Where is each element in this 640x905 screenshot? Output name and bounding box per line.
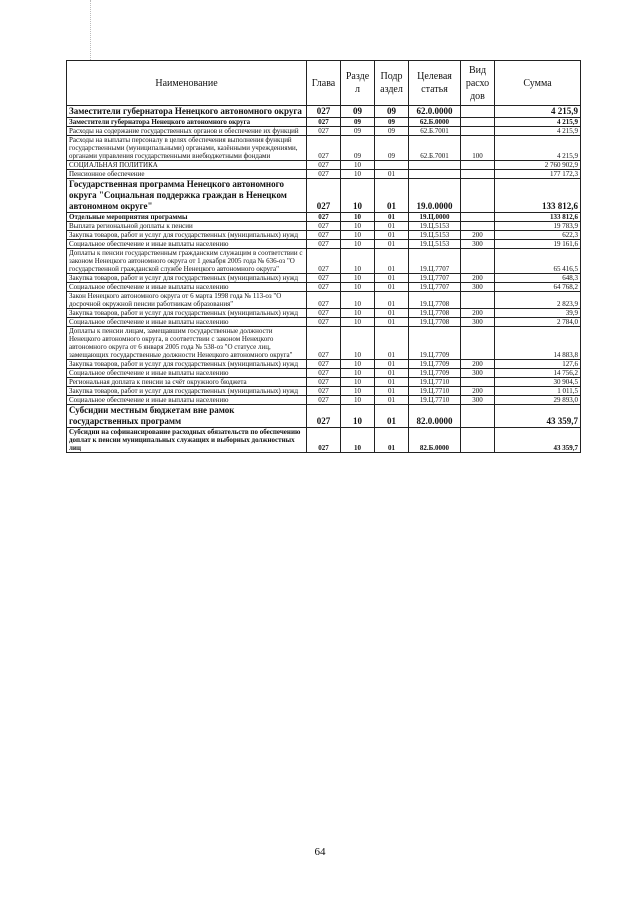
- cell-vid: [461, 327, 495, 360]
- cell-vid: 200: [461, 309, 495, 318]
- cell-vid: [461, 378, 495, 387]
- cell-razdel: 09: [341, 118, 375, 127]
- cell-razdel: 10: [341, 396, 375, 405]
- cell-podrazdel: 01: [375, 327, 409, 360]
- cell-glava: 027: [307, 170, 341, 179]
- table-row: [67, 161, 581, 170]
- cell-podrazdel: 09: [375, 106, 409, 118]
- cell-name: Доплаты к пенсии лицам, замещавшим государственные должности Ненецкого автономного округа, в соответствии с законом Ненецкого автономного округа от 6 января 2005 года № 538-оз "О статусе лиц, замещающих государственные должности Ненецкого автономного округа": [67, 327, 307, 360]
- cell-glava: 027: [307, 179, 341, 213]
- cell-sum: 65 416,5: [495, 249, 581, 274]
- table-row: [67, 387, 581, 396]
- cell-name: Социальное обеспечение и иные выплаты населению: [67, 240, 307, 249]
- cell-glava: 027: [307, 283, 341, 292]
- cell-vid: 300: [461, 318, 495, 327]
- cell-vid: [461, 292, 495, 309]
- cell-name: Государственная программа Ненецкого автономного округа "Социальная поддержка граждан в Ненецком автономном округе": [67, 179, 307, 213]
- cell-target: 19.Ц.7708: [409, 309, 461, 318]
- cell-razdel: 10: [341, 240, 375, 249]
- cell-razdel: 10: [341, 428, 375, 453]
- cell-name: Выплата региональной доплаты к пенсии: [67, 222, 307, 231]
- cell-sum: 4 215,9: [495, 136, 581, 161]
- cell-name: Расходы на содержание государственных органов и обеспечение их функций: [67, 127, 307, 136]
- cell-name: Региональная доплата к пенсии за счёт окружного бюджета: [67, 378, 307, 387]
- cell-glava: 027: [307, 405, 341, 428]
- cell-target: 19.Ц.7707: [409, 283, 461, 292]
- table-row: [67, 327, 581, 360]
- cell-sum: 43 359,7: [495, 405, 581, 428]
- margin-guide: [90, 0, 92, 60]
- cell-podrazdel: 01: [375, 428, 409, 453]
- table-row: [67, 118, 581, 127]
- cell-podrazdel: [375, 161, 409, 170]
- header-target: Целевая статья: [409, 61, 461, 106]
- cell-sum: 1 011,5: [495, 387, 581, 396]
- cell-razdel: 10: [341, 161, 375, 170]
- cell-sum: 648,3: [495, 274, 581, 283]
- cell-name: Социальное обеспечение и иные выплаты населению: [67, 318, 307, 327]
- cell-target: 19.Ц.7707: [409, 249, 461, 274]
- cell-target: [409, 170, 461, 179]
- cell-sum: 19 161,6: [495, 240, 581, 249]
- cell-name: Социальное обеспечение и иные выплаты населению: [67, 369, 307, 378]
- cell-target: 19.Ц.7708: [409, 292, 461, 309]
- cell-razdel: 10: [341, 213, 375, 222]
- table-row: [67, 283, 581, 292]
- cell-target: 82.Б.0000: [409, 428, 461, 453]
- cell-glava: 027: [307, 369, 341, 378]
- cell-podrazdel: 01: [375, 369, 409, 378]
- cell-name: СОЦИАЛЬНАЯ ПОЛИТИКА: [67, 161, 307, 170]
- cell-podrazdel: 01: [375, 240, 409, 249]
- cell-target: 19.Ц.7710: [409, 396, 461, 405]
- cell-target: 19.Ц.7709: [409, 360, 461, 369]
- cell-glava: 027: [307, 222, 341, 231]
- cell-glava: 027: [307, 249, 341, 274]
- cell-glava: 027: [307, 240, 341, 249]
- cell-target: 19.Ц.7709: [409, 327, 461, 360]
- cell-podrazdel: 09: [375, 136, 409, 161]
- cell-glava: 027: [307, 231, 341, 240]
- cell-name: Закупка товаров, работ и услуг для государственных (муниципальных) нужд: [67, 360, 307, 369]
- cell-glava: 027: [307, 428, 341, 453]
- cell-name: Социальное обеспечение и иные выплаты населению: [67, 283, 307, 292]
- cell-vid: 200: [461, 274, 495, 283]
- cell-vid: 300: [461, 396, 495, 405]
- cell-razdel: 10: [341, 170, 375, 179]
- cell-name: Закупка товаров, работ и услуг для государственных (муниципальных) нужд: [67, 274, 307, 283]
- cell-sum: 14 756,2: [495, 369, 581, 378]
- cell-podrazdel: 01: [375, 318, 409, 327]
- cell-target: [409, 161, 461, 170]
- cell-glava: 027: [307, 387, 341, 396]
- cell-razdel: 10: [341, 179, 375, 213]
- cell-vid: [461, 405, 495, 428]
- cell-podrazdel: 01: [375, 213, 409, 222]
- cell-glava: 027: [307, 118, 341, 127]
- cell-vid: [461, 118, 495, 127]
- table-row: [67, 249, 581, 274]
- table-row: [67, 405, 581, 428]
- cell-razdel: 10: [341, 327, 375, 360]
- cell-podrazdel: 01: [375, 179, 409, 213]
- cell-vid: 300: [461, 240, 495, 249]
- cell-podrazdel: 01: [375, 405, 409, 428]
- table-row: [67, 170, 581, 179]
- cell-podrazdel: 01: [375, 170, 409, 179]
- header-podrazdel: Подр аздел: [375, 61, 409, 106]
- table-row: [67, 274, 581, 283]
- table-row: [67, 179, 581, 213]
- cell-sum: 64 768,2: [495, 283, 581, 292]
- cell-name: Закон Ненецкого автономного округа от 6 марта 1998 года № 113-оз "О досрочной окружной пенсии работникам образования": [67, 292, 307, 309]
- header-sum: Сумма: [495, 61, 581, 106]
- cell-sum: 133 812,6: [495, 179, 581, 213]
- cell-sum: 39,9: [495, 309, 581, 318]
- cell-target: 19.Ц.5153: [409, 231, 461, 240]
- cell-sum: 177 172,3: [495, 170, 581, 179]
- cell-vid: 200: [461, 360, 495, 369]
- cell-glava: 027: [307, 136, 341, 161]
- cell-razdel: 09: [341, 106, 375, 118]
- table-row: [67, 369, 581, 378]
- table-row: [67, 240, 581, 249]
- cell-podrazdel: 09: [375, 127, 409, 136]
- table-row: [67, 127, 581, 136]
- cell-target: 19.Ц.7709: [409, 369, 461, 378]
- cell-glava: 027: [307, 327, 341, 360]
- cell-name: Отдельные мероприятия программы: [67, 213, 307, 222]
- cell-name: Заместители губернатора Ненецкого автономного округа: [67, 118, 307, 127]
- header-razdel: Разде л: [341, 61, 375, 106]
- cell-name: Субсидии на софинансирование расходных обязательств по обеспечению доплат к пенсии муниципальных служащих и выборных должностных лиц: [67, 428, 307, 453]
- cell-podrazdel: 01: [375, 249, 409, 274]
- cell-name: Пенсионное обеспечение: [67, 170, 307, 179]
- cell-razdel: 10: [341, 360, 375, 369]
- table-header-row: [67, 61, 581, 106]
- cell-podrazdel: 01: [375, 360, 409, 369]
- cell-sum: 2 784,0: [495, 318, 581, 327]
- cell-razdel: 10: [341, 249, 375, 274]
- cell-razdel: 10: [341, 309, 375, 318]
- table-row: [67, 231, 581, 240]
- header-name: Наименование: [67, 61, 307, 106]
- table-row: [67, 136, 581, 161]
- cell-sum: 2 760 902,9: [495, 161, 581, 170]
- cell-target: 19.0.0000: [409, 179, 461, 213]
- budget-table: [66, 60, 581, 453]
- cell-target: 19.Ц.7710: [409, 378, 461, 387]
- cell-name: Доплаты к пенсии государственным гражданским служащим в соответствии с законом Ненецкого автономного округа от 1 декабря 2005 года № 636-оз "О государственной гражданской службе Ненецкого автономного округа": [67, 249, 307, 274]
- cell-podrazdel: 01: [375, 387, 409, 396]
- cell-razdel: 10: [341, 318, 375, 327]
- table-row: [67, 292, 581, 309]
- cell-target: 19.Ц.5153: [409, 240, 461, 249]
- cell-podrazdel: 01: [375, 222, 409, 231]
- cell-glava: 027: [307, 161, 341, 170]
- cell-vid: [461, 161, 495, 170]
- cell-name: Закупка товаров, работ и услуг для государственных (муниципальных) нужд: [67, 231, 307, 240]
- cell-glava: 027: [307, 127, 341, 136]
- cell-razdel: 10: [341, 292, 375, 309]
- cell-razdel: 10: [341, 387, 375, 396]
- cell-glava: 027: [307, 106, 341, 118]
- cell-sum: 4 215,9: [495, 106, 581, 118]
- cell-podrazdel: 01: [375, 292, 409, 309]
- cell-razdel: 10: [341, 369, 375, 378]
- cell-podrazdel: 01: [375, 274, 409, 283]
- cell-sum: 19 783,9: [495, 222, 581, 231]
- cell-vid: 300: [461, 369, 495, 378]
- cell-razdel: 10: [341, 405, 375, 428]
- cell-vid: [461, 428, 495, 453]
- cell-name: Заместители губернатора Ненецкого автономного округа: [67, 106, 307, 118]
- cell-razdel: 10: [341, 222, 375, 231]
- cell-glava: 027: [307, 378, 341, 387]
- cell-vid: [461, 106, 495, 118]
- cell-target: 62.Б.7001: [409, 136, 461, 161]
- cell-name: Закупка товаров, работ и услуг для государственных (муниципальных) нужд: [67, 387, 307, 396]
- table-body: [67, 106, 581, 453]
- cell-razdel: 10: [341, 274, 375, 283]
- cell-target: 19.Ц.5153: [409, 222, 461, 231]
- cell-podrazdel: 01: [375, 283, 409, 292]
- cell-target: 62.Б.0000: [409, 118, 461, 127]
- cell-name: Закупка товаров, работ и услуг для государственных (муниципальных) нужд: [67, 309, 307, 318]
- table-row: [67, 360, 581, 369]
- cell-vid: 200: [461, 231, 495, 240]
- cell-sum: 133 812,6: [495, 213, 581, 222]
- table-row: [67, 222, 581, 231]
- cell-podrazdel: 01: [375, 378, 409, 387]
- cell-glava: 027: [307, 213, 341, 222]
- table-row: [67, 318, 581, 327]
- cell-vid: 200: [461, 387, 495, 396]
- cell-podrazdel: 01: [375, 396, 409, 405]
- cell-sum: 4 215,9: [495, 118, 581, 127]
- cell-glava: 027: [307, 292, 341, 309]
- cell-target: 62.0.0000: [409, 106, 461, 118]
- cell-podrazdel: 01: [375, 231, 409, 240]
- cell-sum: 30 904,5: [495, 378, 581, 387]
- cell-razdel: 10: [341, 283, 375, 292]
- cell-glava: 027: [307, 309, 341, 318]
- table-row: [67, 106, 581, 118]
- header-glava: Глава: [307, 61, 341, 106]
- cell-target: 19.Ц.7710: [409, 387, 461, 396]
- table-row: [67, 309, 581, 318]
- cell-razdel: 09: [341, 136, 375, 161]
- cell-razdel: 10: [341, 231, 375, 240]
- cell-glava: 027: [307, 318, 341, 327]
- cell-vid: [461, 222, 495, 231]
- cell-name: Субсидии местным бюджетам вне рамок государственных программ: [67, 405, 307, 428]
- header-vid: Вид расхо дов: [461, 61, 495, 106]
- cell-sum: 4 215,9: [495, 127, 581, 136]
- cell-razdel: 09: [341, 127, 375, 136]
- table-row: [67, 396, 581, 405]
- cell-target: 19.Ц.0000: [409, 213, 461, 222]
- cell-sum: 622,3: [495, 231, 581, 240]
- cell-sum: 29 893,0: [495, 396, 581, 405]
- cell-podrazdel: 01: [375, 309, 409, 318]
- table-row: [67, 428, 581, 453]
- cell-podrazdel: 09: [375, 118, 409, 127]
- cell-razdel: 10: [341, 378, 375, 387]
- table-row: [67, 378, 581, 387]
- cell-vid: [461, 213, 495, 222]
- cell-target: 19.Ц.7707: [409, 274, 461, 283]
- cell-vid: 100: [461, 136, 495, 161]
- cell-glava: 027: [307, 274, 341, 283]
- cell-glava: 027: [307, 396, 341, 405]
- cell-sum: 14 883,8: [495, 327, 581, 360]
- cell-sum: 127,6: [495, 360, 581, 369]
- page-number: 64: [314, 846, 326, 858]
- cell-vid: [461, 249, 495, 274]
- cell-vid: 300: [461, 283, 495, 292]
- cell-target: 82.0.0000: [409, 405, 461, 428]
- cell-vid: [461, 179, 495, 213]
- cell-name: Расходы на выплаты персоналу в целях обеспечения выполнения функций государственными (муниципальными) органами, казёнными учреждениями, органами управления государственными внебюджетными фондами: [67, 136, 307, 161]
- cell-vid: [461, 127, 495, 136]
- cell-target: 62.Б.7001: [409, 127, 461, 136]
- cell-sum: 43 359,7: [495, 428, 581, 453]
- cell-sum: 2 823,9: [495, 292, 581, 309]
- cell-vid: [461, 170, 495, 179]
- cell-name: Социальное обеспечение и иные выплаты населению: [67, 396, 307, 405]
- cell-glava: 027: [307, 360, 341, 369]
- table-row: [67, 213, 581, 222]
- cell-target: 19.Ц.7708: [409, 318, 461, 327]
